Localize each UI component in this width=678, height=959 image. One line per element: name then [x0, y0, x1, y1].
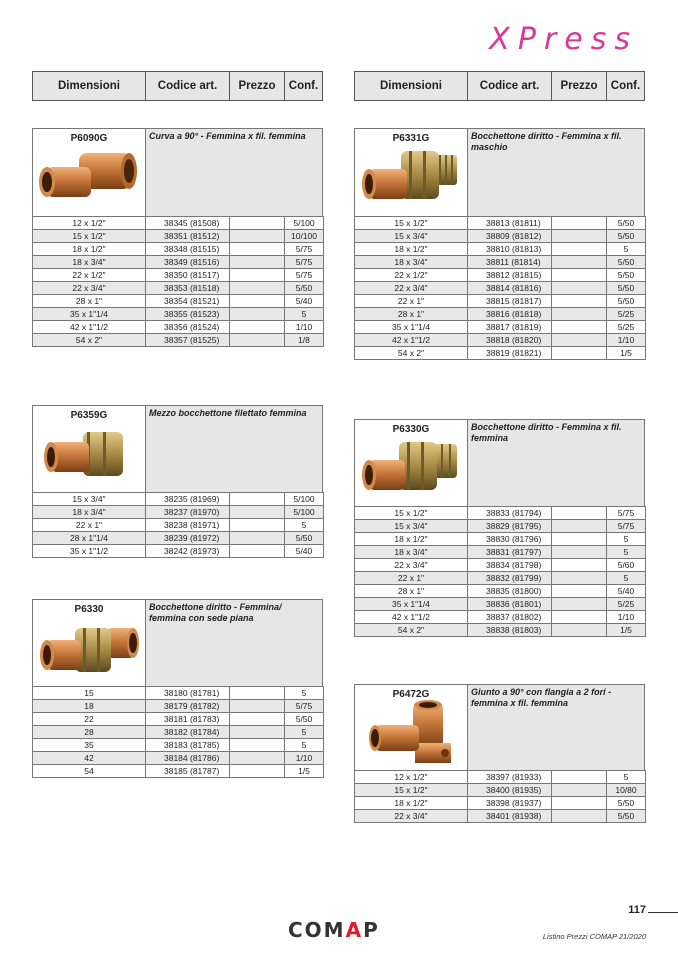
row-article-code: 38835 (81800) — [468, 585, 552, 598]
table-row — [33, 700, 324, 713]
row-conf: 1/8 — [285, 334, 324, 347]
half-union-fitting-icon — [33, 420, 146, 492]
row-dimension: 18 x 3/4" — [33, 506, 146, 519]
row-price — [552, 624, 607, 637]
row-dimension: 35 x 1"1/4 — [355, 598, 468, 611]
comap-logo: COMAP — [288, 918, 380, 942]
row-price — [230, 700, 285, 713]
row-dimension: 22 x 1" — [355, 295, 468, 308]
col-codice: Codice art. — [468, 72, 552, 100]
product-table — [32, 686, 324, 778]
row-conf: 10/100 — [285, 230, 324, 243]
product-table — [32, 216, 324, 347]
row-conf: 5/50 — [607, 269, 646, 282]
table-row — [355, 624, 646, 637]
row-conf: 5/50 — [285, 282, 324, 295]
row-article-code: 38812 (81815) — [468, 269, 552, 282]
row-price — [552, 347, 607, 360]
row-price — [230, 506, 285, 519]
table-row — [33, 726, 324, 739]
row-price — [552, 771, 607, 784]
row-conf: 5/40 — [607, 585, 646, 598]
table-row — [33, 713, 324, 726]
row-article-code: 38349 (81516) — [146, 256, 230, 269]
row-conf: 5/50 — [607, 295, 646, 308]
col-codice: Codice art. — [146, 72, 230, 100]
row-article-code: 38818 (81820) — [468, 334, 552, 347]
product-image — [355, 420, 468, 506]
row-conf: 5/75 — [607, 507, 646, 520]
col-dimensioni: Dimensioni — [33, 72, 146, 100]
row-conf: 5/50 — [607, 282, 646, 295]
row-conf: 5/25 — [607, 308, 646, 321]
product-image — [33, 600, 146, 686]
product-description: Curva a 90° - Femmina x fil. femmina — [146, 129, 322, 216]
row-price — [552, 546, 607, 559]
row-conf: 5/25 — [607, 598, 646, 611]
table-row — [33, 282, 324, 295]
table-row — [33, 545, 324, 558]
row-article-code: 38397 (81933) — [468, 771, 552, 784]
row-article-code: 38183 (81785) — [146, 739, 230, 752]
col-conf: Conf. — [288, 80, 319, 92]
row-article-code: 38350 (81517) — [146, 269, 230, 282]
row-article-code: 38829 (81795) — [468, 520, 552, 533]
row-article-code: 38832 (81799) — [468, 572, 552, 585]
row-dimension: 28 x 1" — [355, 308, 468, 321]
row-article-code: 38400 (81935) — [468, 784, 552, 797]
row-dimension: 54 x 2" — [33, 334, 146, 347]
table-row — [33, 765, 324, 778]
table-row — [33, 532, 324, 545]
row-conf: 1/10 — [607, 334, 646, 347]
row-article-code: 38238 (81971) — [146, 519, 230, 532]
row-conf: 5/100 — [285, 493, 324, 506]
row-dimension: 22 x 1" — [33, 519, 146, 532]
row-conf: 5/60 — [607, 559, 646, 572]
table-row — [355, 217, 646, 230]
row-dimension: 15 x 1/2" — [355, 784, 468, 797]
row-price — [552, 611, 607, 624]
row-article-code: 38817 (81819) — [468, 321, 552, 334]
product-description: Bocchettone diritto - Femmina x fil. femmina — [468, 420, 644, 506]
product-description: Giunto a 90° con flangia a 2 fori - femmina x fil. femmina — [468, 685, 644, 770]
row-price — [552, 230, 607, 243]
row-article-code: 38809 (81812) — [468, 230, 552, 243]
table-row — [355, 256, 646, 269]
row-price — [230, 493, 285, 506]
row-price — [552, 572, 607, 585]
product-image — [33, 129, 146, 216]
row-conf: 5 — [607, 533, 646, 546]
row-conf: 5/100 — [285, 506, 324, 519]
row-dimension: 18 x 1/2" — [33, 243, 146, 256]
row-price — [552, 295, 607, 308]
row-dimension: 18 x 1/2" — [355, 533, 468, 546]
row-conf: 5/50 — [607, 217, 646, 230]
row-dimension: 15 x 3/4" — [355, 520, 468, 533]
row-price — [230, 308, 285, 321]
row-dimension: 22 x 3/4" — [33, 282, 146, 295]
row-dimension: 54 x 2" — [355, 624, 468, 637]
row-dimension: 22 x 3/4" — [355, 810, 468, 823]
row-conf: 5 — [607, 771, 646, 784]
row-price — [230, 532, 285, 545]
table-row — [355, 295, 646, 308]
row-price — [552, 598, 607, 611]
product-description: Mezzo bocchettone filettato femmina — [146, 406, 322, 492]
row-conf: 1/5 — [285, 765, 324, 778]
row-dimension: 42 x 1"1/2 — [355, 334, 468, 347]
row-conf: 5/75 — [285, 256, 324, 269]
column-header-right — [354, 71, 645, 101]
table-row — [355, 585, 646, 598]
row-conf: 5/40 — [285, 295, 324, 308]
product-table — [354, 216, 646, 360]
row-dimension: 15 — [33, 687, 146, 700]
table-row — [33, 321, 324, 334]
row-article-code: 38819 (81821) — [468, 347, 552, 360]
row-article-code: 38181 (81783) — [146, 713, 230, 726]
row-article-code: 38357 (81525) — [146, 334, 230, 347]
product-code: P6090G — [70, 133, 108, 144]
row-dimension: 18 x 3/4" — [355, 546, 468, 559]
product-block-p6330 — [32, 599, 323, 778]
row-article-code: 38815 (81817) — [468, 295, 552, 308]
row-price — [552, 520, 607, 533]
row-article-code: 38239 (81972) — [146, 532, 230, 545]
row-article-code: 38179 (81782) — [146, 700, 230, 713]
table-row — [355, 347, 646, 360]
row-dimension: 28 x 1" — [33, 295, 146, 308]
product-code: P6330 — [74, 604, 104, 615]
row-conf: 5 — [285, 687, 324, 700]
product-table — [354, 770, 646, 823]
table-row — [355, 559, 646, 572]
product-image — [33, 406, 146, 492]
row-dimension: 18 x 3/4" — [355, 256, 468, 269]
row-dimension: 15 x 3/4" — [33, 493, 146, 506]
row-price — [552, 334, 607, 347]
product-code: P6331G — [392, 133, 430, 144]
row-article-code: 38836 (81801) — [468, 598, 552, 611]
row-dimension: 35 x 1"1/4 — [355, 321, 468, 334]
row-price — [230, 713, 285, 726]
row-price — [552, 507, 607, 520]
row-dimension: 22 x 3/4" — [355, 559, 468, 572]
row-price — [230, 739, 285, 752]
row-conf: 5/75 — [285, 269, 324, 282]
row-dimension: 15 x 3/4" — [355, 230, 468, 243]
row-price — [552, 559, 607, 572]
product-image — [355, 685, 468, 770]
table-row — [33, 230, 324, 243]
row-dimension: 35 x 1"1/2 — [33, 545, 146, 558]
row-price — [230, 269, 285, 282]
row-dimension: 35 — [33, 739, 146, 752]
row-conf: 5/75 — [607, 520, 646, 533]
product-code: P6359G — [70, 410, 108, 421]
page-number: 117 — [628, 904, 646, 916]
row-conf: 5/50 — [607, 810, 646, 823]
table-row — [355, 308, 646, 321]
row-price — [552, 217, 607, 230]
table-row — [33, 269, 324, 282]
table-row — [355, 269, 646, 282]
row-article-code: 38351 (81512) — [146, 230, 230, 243]
row-article-code: 38354 (81521) — [146, 295, 230, 308]
row-conf: 5/50 — [607, 256, 646, 269]
union-fitting-icon — [33, 614, 146, 686]
row-article-code: 38185 (81787) — [146, 765, 230, 778]
row-price — [552, 269, 607, 282]
page-number-rule — [648, 912, 678, 913]
union-male-fitting-icon — [355, 143, 468, 215]
row-conf: 5/50 — [607, 797, 646, 810]
row-dimension: 18 x 1/2" — [355, 243, 468, 256]
row-dimension: 18 — [33, 700, 146, 713]
row-conf: 5 — [607, 546, 646, 559]
row-price — [230, 545, 285, 558]
table-row — [355, 771, 646, 784]
table-row — [33, 752, 324, 765]
product-description: Bocchettone diritto - Femmina x fil. maschio — [468, 129, 644, 216]
row-price — [230, 321, 285, 334]
row-dimension: 28 x 1" — [355, 585, 468, 598]
row-conf: 5 — [285, 726, 324, 739]
row-article-code: 38356 (81524) — [146, 321, 230, 334]
row-price — [552, 243, 607, 256]
row-dimension: 28 x 1"1/4 — [33, 532, 146, 545]
row-conf: 5/75 — [285, 243, 324, 256]
product-block-p6359g — [32, 405, 323, 558]
product-code: P6330G — [392, 424, 430, 435]
row-conf: 1/5 — [607, 624, 646, 637]
table-row — [355, 533, 646, 546]
row-dimension: 12 x 1/2" — [33, 217, 146, 230]
row-dimension: 12 x 1/2" — [355, 771, 468, 784]
row-price — [230, 334, 285, 347]
row-article-code: 38837 (81802) — [468, 611, 552, 624]
row-price — [230, 752, 285, 765]
row-conf: 5 — [607, 572, 646, 585]
row-dimension: 42 x 1"1/2 — [355, 611, 468, 624]
table-row — [355, 321, 646, 334]
col-prezzo: Prezzo — [552, 72, 607, 100]
row-article-code: 38180 (81781) — [146, 687, 230, 700]
product-table — [354, 506, 646, 637]
table-row — [33, 295, 324, 308]
row-conf: 5/50 — [285, 532, 324, 545]
row-article-code: 38355 (81523) — [146, 308, 230, 321]
row-article-code: 38811 (81814) — [468, 256, 552, 269]
row-dimension: 54 — [33, 765, 146, 778]
table-row — [355, 546, 646, 559]
table-row — [355, 520, 646, 533]
row-article-code: 38184 (81786) — [146, 752, 230, 765]
row-price — [230, 256, 285, 269]
table-row — [33, 308, 324, 321]
table-row — [33, 519, 324, 532]
row-conf: 5/25 — [607, 321, 646, 334]
row-article-code: 38838 (81803) — [468, 624, 552, 637]
row-article-code: 38831 (81797) — [468, 546, 552, 559]
catalog-footer: Listino Prezzi COMAP 21/2020 — [542, 932, 646, 941]
row-article-code: 38816 (81818) — [468, 308, 552, 321]
row-price — [552, 256, 607, 269]
row-price — [230, 765, 285, 778]
row-dimension: 22 — [33, 713, 146, 726]
row-article-code: 38398 (81937) — [468, 797, 552, 810]
row-conf: 5 — [607, 243, 646, 256]
row-conf: 5/50 — [607, 230, 646, 243]
logo-accent: A — [345, 918, 364, 942]
table-row — [33, 256, 324, 269]
row-price — [230, 230, 285, 243]
row-dimension: 22 x 3/4" — [355, 282, 468, 295]
row-price — [230, 687, 285, 700]
table-row — [33, 334, 324, 347]
row-conf: 10/80 — [607, 784, 646, 797]
row-article-code: 38401 (81938) — [468, 810, 552, 823]
row-article-code: 38830 (81796) — [468, 533, 552, 546]
product-description: Bocchettone diritto - Femmina/ femmina con sede piana — [146, 600, 322, 686]
product-table — [32, 492, 324, 558]
table-row — [355, 611, 646, 624]
row-price — [552, 308, 607, 321]
table-row — [355, 243, 646, 256]
column-header-left — [32, 71, 323, 101]
row-dimension: 15 x 1/2" — [355, 217, 468, 230]
row-article-code: 38834 (81798) — [468, 559, 552, 572]
row-conf: 1/10 — [285, 752, 324, 765]
row-article-code: 38353 (81518) — [146, 282, 230, 295]
row-price — [230, 282, 285, 295]
row-article-code: 38242 (81973) — [146, 545, 230, 558]
row-conf: 1/10 — [285, 321, 324, 334]
row-article-code: 38182 (81784) — [146, 726, 230, 739]
row-price — [552, 533, 607, 546]
product-block-p6090g — [32, 128, 323, 347]
row-conf: 5/100 — [285, 217, 324, 230]
row-article-code: 38235 (81969) — [146, 493, 230, 506]
row-conf: 1/10 — [607, 611, 646, 624]
row-dimension: 15 x 1/2" — [33, 230, 146, 243]
table-row — [33, 217, 324, 230]
table-row — [33, 243, 324, 256]
product-code: P6472G — [392, 689, 430, 700]
row-conf: 5 — [285, 519, 324, 532]
row-article-code: 38813 (81811) — [468, 217, 552, 230]
row-price — [230, 519, 285, 532]
row-conf: 5/40 — [285, 545, 324, 558]
row-dimension: 22 x 1/2" — [33, 269, 146, 282]
row-conf: 5/50 — [285, 713, 324, 726]
brand-title: XPress — [489, 22, 638, 57]
product-block-p6330g — [354, 419, 645, 637]
product-image — [355, 129, 468, 216]
row-price — [230, 726, 285, 739]
col-prezzo: Prezzo — [230, 72, 285, 100]
col-conf: Conf. — [610, 80, 641, 92]
row-dimension: 42 x 1"1/2 — [33, 321, 146, 334]
table-row — [33, 739, 324, 752]
table-row — [33, 687, 324, 700]
row-price — [552, 784, 607, 797]
row-price — [552, 282, 607, 295]
table-row — [355, 810, 646, 823]
row-conf: 5 — [285, 739, 324, 752]
row-dimension: 22 x 1" — [355, 572, 468, 585]
table-row — [355, 572, 646, 585]
col-dimensioni: Dimensioni — [355, 72, 468, 100]
elbow-fitting-icon — [33, 143, 146, 215]
row-conf: 5 — [285, 308, 324, 321]
table-row — [33, 493, 324, 506]
row-dimension: 22 x 1/2" — [355, 269, 468, 282]
row-dimension: 28 — [33, 726, 146, 739]
table-row — [355, 784, 646, 797]
product-block-p6472g — [354, 684, 645, 823]
row-article-code: 38237 (81970) — [146, 506, 230, 519]
row-price — [552, 797, 607, 810]
table-row — [355, 797, 646, 810]
row-dimension: 15 x 1/2" — [355, 507, 468, 520]
row-article-code: 38345 (81508) — [146, 217, 230, 230]
row-conf: 5/75 — [285, 700, 324, 713]
row-article-code: 38810 (81813) — [468, 243, 552, 256]
row-dimension: 54 x 2" — [355, 347, 468, 360]
table-row — [355, 334, 646, 347]
row-dimension: 42 — [33, 752, 146, 765]
wall-elbow-fitting-icon — [355, 699, 468, 771]
row-price — [230, 217, 285, 230]
row-price — [552, 321, 607, 334]
row-dimension: 35 x 1"1/4 — [33, 308, 146, 321]
table-row — [355, 282, 646, 295]
table-row — [355, 230, 646, 243]
row-article-code: 38814 (81816) — [468, 282, 552, 295]
row-article-code: 38833 (81794) — [468, 507, 552, 520]
row-price — [552, 810, 607, 823]
row-dimension: 18 x 3/4" — [33, 256, 146, 269]
union-female-fitting-icon — [355, 434, 468, 506]
table-row — [33, 506, 324, 519]
table-row — [355, 507, 646, 520]
row-price — [230, 243, 285, 256]
row-price — [230, 295, 285, 308]
table-row — [355, 598, 646, 611]
row-conf: 1/5 — [607, 347, 646, 360]
product-block-p6331g — [354, 128, 645, 360]
row-price — [552, 585, 607, 598]
row-dimension: 18 x 1/2" — [355, 797, 468, 810]
row-article-code: 38348 (81515) — [146, 243, 230, 256]
